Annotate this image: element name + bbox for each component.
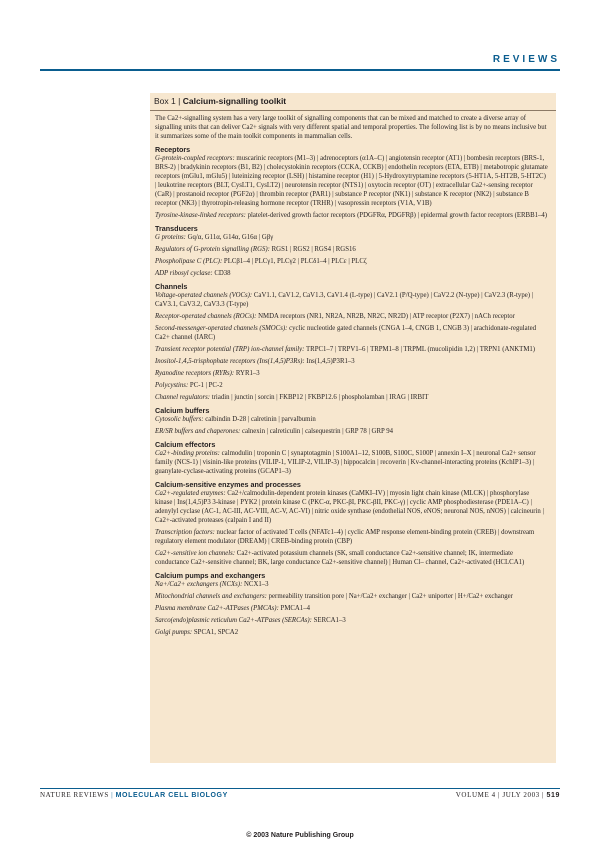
section-heading: Calcium-sensitive enzymes and processes bbox=[155, 480, 301, 489]
toolkit-entry bbox=[155, 324, 548, 342]
entry-term: Sarco(endo)plasmic reticulum Ca2+-ATPases (SERCAs): bbox=[155, 617, 312, 624]
footer-page-separator: | bbox=[542, 791, 545, 799]
entry-term: Polycystins: bbox=[155, 382, 189, 389]
entry-term: Ca2+-binding proteins: bbox=[155, 450, 220, 457]
entry-text: calbindin D-28 | calretinin | parvalbumin bbox=[203, 416, 316, 423]
box-number: Box 1 bbox=[154, 96, 176, 106]
entry-text: SERCA1–3 bbox=[311, 617, 346, 624]
entry-text: calmodulin | troponin C | synaptotagmin | S100A1–12, S100B, S100C, S100P | annexin I–X | neuronal Ca2+ sensor family (NCS-1) | visinin-like proteins (VILIP-1, VILIP-2, VILIP-3) | hippocalcin | recoverin | Kv-channel-interacting proteins (KchIP1–3) | guanylate-cyclase-activating proteins (GCAP1–3) bbox=[155, 450, 536, 475]
entry-text: triadin | junctin | sorcin | FKBP12 | FKBP12.6 | phospholamban | IRAG | IRBIT bbox=[210, 394, 429, 401]
entry-term: Na+/Ca2+ exchangers (NCXs): bbox=[155, 581, 243, 588]
toolkit-entry bbox=[155, 269, 548, 278]
footer-divider bbox=[40, 788, 560, 789]
toolkit-entry bbox=[155, 489, 548, 525]
section-heading: Calcium buffers bbox=[155, 406, 210, 415]
box-intro: The Ca2+-signalling system has a very large toolkit of signalling components that can be mixed and matched to create a diverse array of signalling units that can deliver Ca2+ signals with very different spatial and temporal properties. The following list is by no means inclusive but it summarizes some of the main toolkit components in mammalian cells. bbox=[155, 115, 547, 140]
entry-term: Cytosolic buffers: bbox=[155, 416, 204, 423]
entry-text: Gq/α, G11α, G14α, G16α | Gβγ bbox=[185, 234, 274, 241]
toolkit-entry bbox=[155, 616, 548, 625]
toolkit-entry bbox=[155, 312, 548, 321]
toolkit-entry bbox=[155, 291, 548, 309]
toolkit-entry bbox=[155, 257, 548, 266]
entry-term: Phospholipase C (PLC): bbox=[155, 258, 223, 265]
entry-text: RYR1–3 bbox=[234, 370, 260, 377]
copyright: © 2003 Nature Publishing Group bbox=[246, 832, 354, 839]
toolkit-entry bbox=[155, 528, 548, 546]
entry-term: Second-messenger-operated channels (SMOCs): bbox=[155, 325, 288, 332]
entry-text: NMDA receptors (NR1, NR2A, NR2B, NR2C, NR2D) | ATP receptor (P2X7) | nACh receptor bbox=[256, 313, 515, 320]
entry-text: Ca2+/calmodulin-dependent protein kinases (CaMKI–IV) | myosin light chain kinase (MLCK) | phosphorylase kinase | Ins(1,4,5)P3 3-kinase | PYK2 | protein kinase C (PKC-α, PKC-βI, PKC-βII, PKC-γ) | cyclic AMP phosphodiesterase (PDE1A–C) | adenylyl cyclase (AC-1, AC-III, AC-VIII, AC-V, AC-VI) | nitric oxide synthase (endothelial NOS, eNOS; neuronal NOS, nNOS) | calcineurin | Ca2+-activated proteases (calpain I and II) bbox=[155, 490, 544, 524]
entry-text: NCX1–3 bbox=[242, 581, 269, 588]
entry-text: CaV1.1, CaV1.2, CaV1.3, CaV1.4 (L-type) | CaV2.1 (P/Q-type) | CaV2.2 (N-type) | CaV2.3 (R-type) | CaV3.1, CaV3.2, CaV3.3 (T-type) bbox=[155, 292, 534, 308]
section-heading: Calcium effectors bbox=[155, 440, 216, 449]
entry-text: nuclear factor of activated T cells (NFATc1–4) | cyclic AMP response element-binding protein (CREB) | downstream regulatory element modulator (DREAM) | CREB-binding protein (CBP) bbox=[155, 529, 535, 545]
entry-term: Golgi pumps: bbox=[155, 629, 193, 636]
toolkit-entry bbox=[155, 211, 548, 220]
entry-text: muscarinic receptors (M1–3) | adrenoceptors (α1A–C) | angiotensin receptor (AT1) | bombesin receptors (BRS-1, BRS-2) | bradykinin receptors (B1, B2) | cholecystokinin receptors (CCKA, CCKB) | endothelin receptors (ETA, ETB) | metabotropic glutamate receptors (mGlu1, mGlu5) | luteinizing receptor (LSH) | histamine receptor (H1) | 5-Hydroxytryptamine receptors (5-HT1A, 5-HT2B, 5-HT2C) | leukotrine receptors (BLT, CysLT1, CysLT2) | neurotensin receptor (NTS1) | oxytocin receptor (OT) | extracellular Ca2+-sensing receptor (CaR) | prostanoid receptor (PGF2α) | thrombin receptor (PAR1) | substance P receptor (NK1) | substance K receptor (NK2) | substance B receptor (NK3) | thyrotropin-releasing hormone receptor (TRHR) | vasopressin receptors (V1A, V1B) bbox=[155, 155, 548, 207]
entry-text: platelet-derived growth factor receptors (PDGFRα, PDGFRβ) | epidermal growth factor receptors (ERBB1–4) bbox=[245, 212, 548, 219]
toolkit-entry bbox=[155, 449, 548, 476]
volume-info: VOLUME 4 | JULY 2003 bbox=[455, 791, 540, 799]
section-heading: Receptors bbox=[155, 145, 191, 154]
journal-name: MOLECULAR CELL BIOLOGY bbox=[115, 792, 228, 799]
toolkit-entry bbox=[155, 345, 548, 354]
footer-journal bbox=[40, 791, 228, 799]
entry-text: Ins(1,4,5)P3R1–3 bbox=[304, 358, 355, 365]
entry-text: PC-1 | PC-2 bbox=[188, 382, 223, 389]
box-separator: | bbox=[178, 96, 181, 106]
toolkit-entry bbox=[155, 154, 548, 208]
entry-term: Ca2+-sensitive ion channels: bbox=[155, 550, 236, 557]
toolkit-entry bbox=[155, 381, 548, 390]
entry-term: Regulators of G-protein signalling (RGS): bbox=[155, 246, 270, 253]
entry-text: RGS1 | RGS2 | RGS4 | RGS16 bbox=[269, 246, 356, 253]
box-content bbox=[155, 114, 548, 640]
toolkit-entry bbox=[155, 357, 548, 366]
entry-text: permeability transition pore | Na+/Ca2+ exchanger | Ca2+ uniporter | H+/Ca2+ exchanger bbox=[266, 593, 513, 600]
entry-term: Channel regulators: bbox=[155, 394, 211, 401]
entry-term: ADP ribosyl cyclase: bbox=[155, 270, 213, 277]
entry-term: Plasma membrane Ca2+-ATPases (PMCAs): bbox=[155, 605, 279, 612]
header-divider bbox=[40, 69, 560, 71]
entry-text: CD38 bbox=[212, 270, 231, 277]
toolkit-entry bbox=[155, 245, 548, 254]
entry-term: Inositol-1,4,5-trisphophate receptors (Ins(1,4,5)P3Rs): bbox=[155, 358, 305, 365]
toolkit-entry bbox=[155, 604, 548, 613]
toolkit-entry bbox=[155, 628, 548, 637]
section-heading: Channels bbox=[155, 282, 188, 291]
page-number: 519 bbox=[546, 792, 560, 799]
entry-text: TRPC1–7 | TRPV1–6 | TRPM1–8 | TRPML (mucolipidin 1,2) | TRPN1 (ANKTM1) bbox=[304, 346, 536, 353]
entry-term: Ryanodine receptors (RYRs): bbox=[155, 370, 235, 377]
entry-term: ER/SR buffers and chaperones: bbox=[155, 428, 241, 435]
entry-term: Ca2+-regulated enzymes: bbox=[155, 490, 226, 497]
section-title: REVIEWS bbox=[492, 54, 560, 65]
entry-term: Transcription factors: bbox=[155, 529, 215, 536]
entry-term: Receptor-operated channels (ROCs): bbox=[155, 313, 257, 320]
entry-text: SPCA1, SPCA2 bbox=[192, 629, 239, 636]
entry-text: PLCβ1–4 | PLCγ1, PLCγ2 | PLCδ1–4 | PLCε | PLCζ bbox=[222, 258, 367, 265]
entry-text: cyclic nucleotide gated channels (CNGA 1–4, CNGB 1, CNGB 3) | arachidonate-regulated Ca2+ channel (IARC) bbox=[155, 325, 536, 341]
toolkit-entry bbox=[155, 393, 548, 402]
toolkit-entry bbox=[155, 580, 548, 589]
entry-text: Ca2+-activated potassium channels (SK, small conductance Ca2+-sensitive channel; IK, intermediate conductance Ca2+-sensitive channel; BK, large conductance Ca2+-sensitive channel) | Human Cl– channel, Ca2+-activated (HCLCA1) bbox=[155, 550, 525, 566]
entry-term: Mitochondrial channels and exchangers: bbox=[155, 593, 267, 600]
box-label-row bbox=[154, 96, 286, 106]
journal-prefix: NATURE REVIEWS bbox=[40, 791, 109, 799]
section-heading: Calcium pumps and exchangers bbox=[155, 571, 266, 580]
entry-term: Tyrosine-kinase-linked receptors: bbox=[155, 212, 246, 219]
entry-text: PMCA1–4 bbox=[278, 605, 311, 612]
box-title: Calcium-signalling toolkit bbox=[182, 96, 287, 106]
entry-term: G-protein-coupled receptors: bbox=[155, 155, 235, 162]
toolkit-entry bbox=[155, 549, 548, 567]
toolkit-entry bbox=[155, 427, 548, 436]
toolkit-entry bbox=[155, 592, 548, 601]
section-heading: Transducers bbox=[155, 224, 198, 233]
box-header bbox=[150, 93, 556, 111]
entry-text: calnexin | calreticulin | calsequestrin | GRP 78 | GRP 94 bbox=[240, 428, 394, 435]
toolkit-entry bbox=[155, 415, 548, 424]
footer-separator: | bbox=[111, 791, 114, 799]
entry-term: Transient receptor potential (TRP) ion-channel family: bbox=[155, 346, 305, 353]
entry-term: G proteins: bbox=[155, 234, 186, 241]
toolkit-entry bbox=[155, 233, 548, 242]
toolkit-entry bbox=[155, 369, 548, 378]
footer-issue bbox=[456, 791, 560, 799]
entry-term: Voltage-operated channels (VOCs): bbox=[155, 292, 253, 299]
toolkit-box bbox=[150, 93, 556, 763]
